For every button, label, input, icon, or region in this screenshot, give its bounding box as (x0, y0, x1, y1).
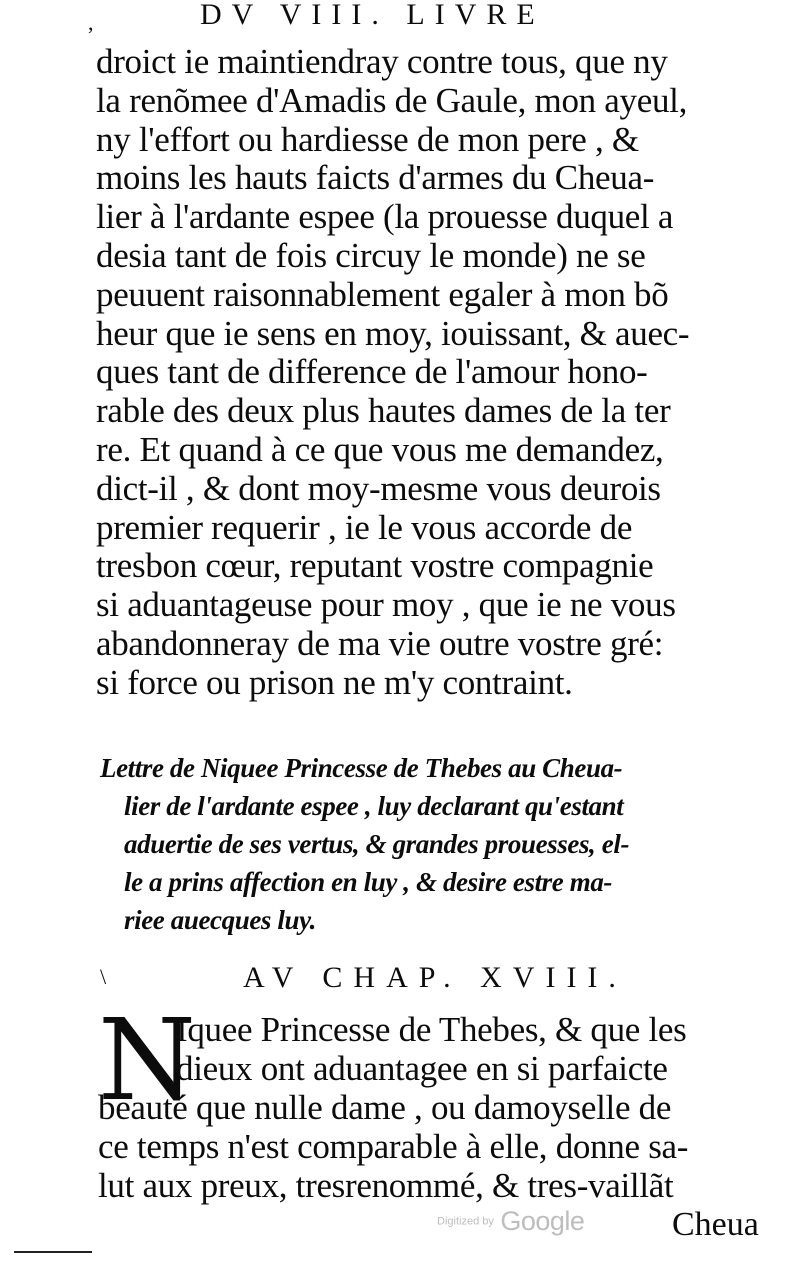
text-line: moins les hauts faicts d'armes du Cheua- (96, 158, 655, 198)
watermark-prefix: Digitized by (437, 1215, 494, 1228)
text-line: si aduantageuse pour moy , que ie ne vous (96, 585, 676, 625)
text-line: rable des deux plus hautes dames de la ter (96, 391, 671, 431)
catchword: Cheua (672, 1206, 759, 1243)
google-logo: Google (500, 1206, 585, 1236)
text-line: dieux ont aduantagee en si parfaicte (176, 1049, 668, 1088)
text-line: ques tant de difference de l'amour hono- (96, 352, 648, 392)
page-corner-mark: , (88, 10, 94, 35)
text-line: lut aux preux, tresrenommé, & tres-vaillãt (98, 1166, 674, 1205)
text-line: tresbon cœur, reputant vostre compagnie (96, 546, 654, 586)
running-head: DV VIII. LIVRE (200, 0, 545, 31)
text-line: Iquee Princesse de Thebes, & que les (176, 1010, 687, 1049)
text-line: re. Et quand à ce que vous me demandez, (96, 430, 664, 469)
rubric-line: riee auecques luy. (124, 905, 317, 935)
text-line: peuuent raisonnablement egaler à mon bõ (96, 274, 669, 314)
text-line: desia tant de fois circuy le monde) ne se (96, 236, 646, 275)
text-line: heur que ie sens en moy, iouissant, & auec- (96, 313, 690, 353)
rubric-line: lier de l'ardante espee , luy declarant qu'estant (124, 791, 624, 821)
rubric-line: aduertie de ses vertus, & grandes prouesses, el- (124, 829, 630, 859)
text-line: abandonneray de ma vie outre vostre gré: (96, 624, 664, 663)
bottom-rule (14, 1251, 92, 1253)
chapter-heading: AV CHAP. XVIII. (243, 961, 627, 994)
text-line: dict-il , & dont moy-mesme vous deurois (96, 468, 661, 508)
drop-capital: N (98, 996, 196, 1126)
text-line: ce temps n'est comparable à elle, donne sa- (98, 1127, 689, 1166)
text-line: si force ou prison ne m'y contraint. (96, 662, 573, 702)
rubric-line: le a prins affection en luy , & desire estre ma- (124, 867, 613, 897)
digitization-watermark (437, 1206, 584, 1240)
rubric-line: Lettre de Niquee Princesse de Thebes au Cheua- (100, 753, 623, 783)
text-line: beauté que nulle dame , ou damoyselle de (98, 1088, 672, 1127)
margin-mark: \ (100, 964, 107, 989)
text-line: droict ie maintiendray contre tous, que ny (96, 42, 668, 81)
text-line: premier requerir , ie le vous accorde de (96, 507, 633, 547)
text-line: la renõmee d'Amadis de Gaule, mon ayeul, (96, 80, 688, 120)
text-line: ny l'effort ou hardiesse de mon pere , & (96, 119, 639, 159)
text-line: lier à l'ardante espee (la prouesse duquel a (96, 197, 674, 237)
